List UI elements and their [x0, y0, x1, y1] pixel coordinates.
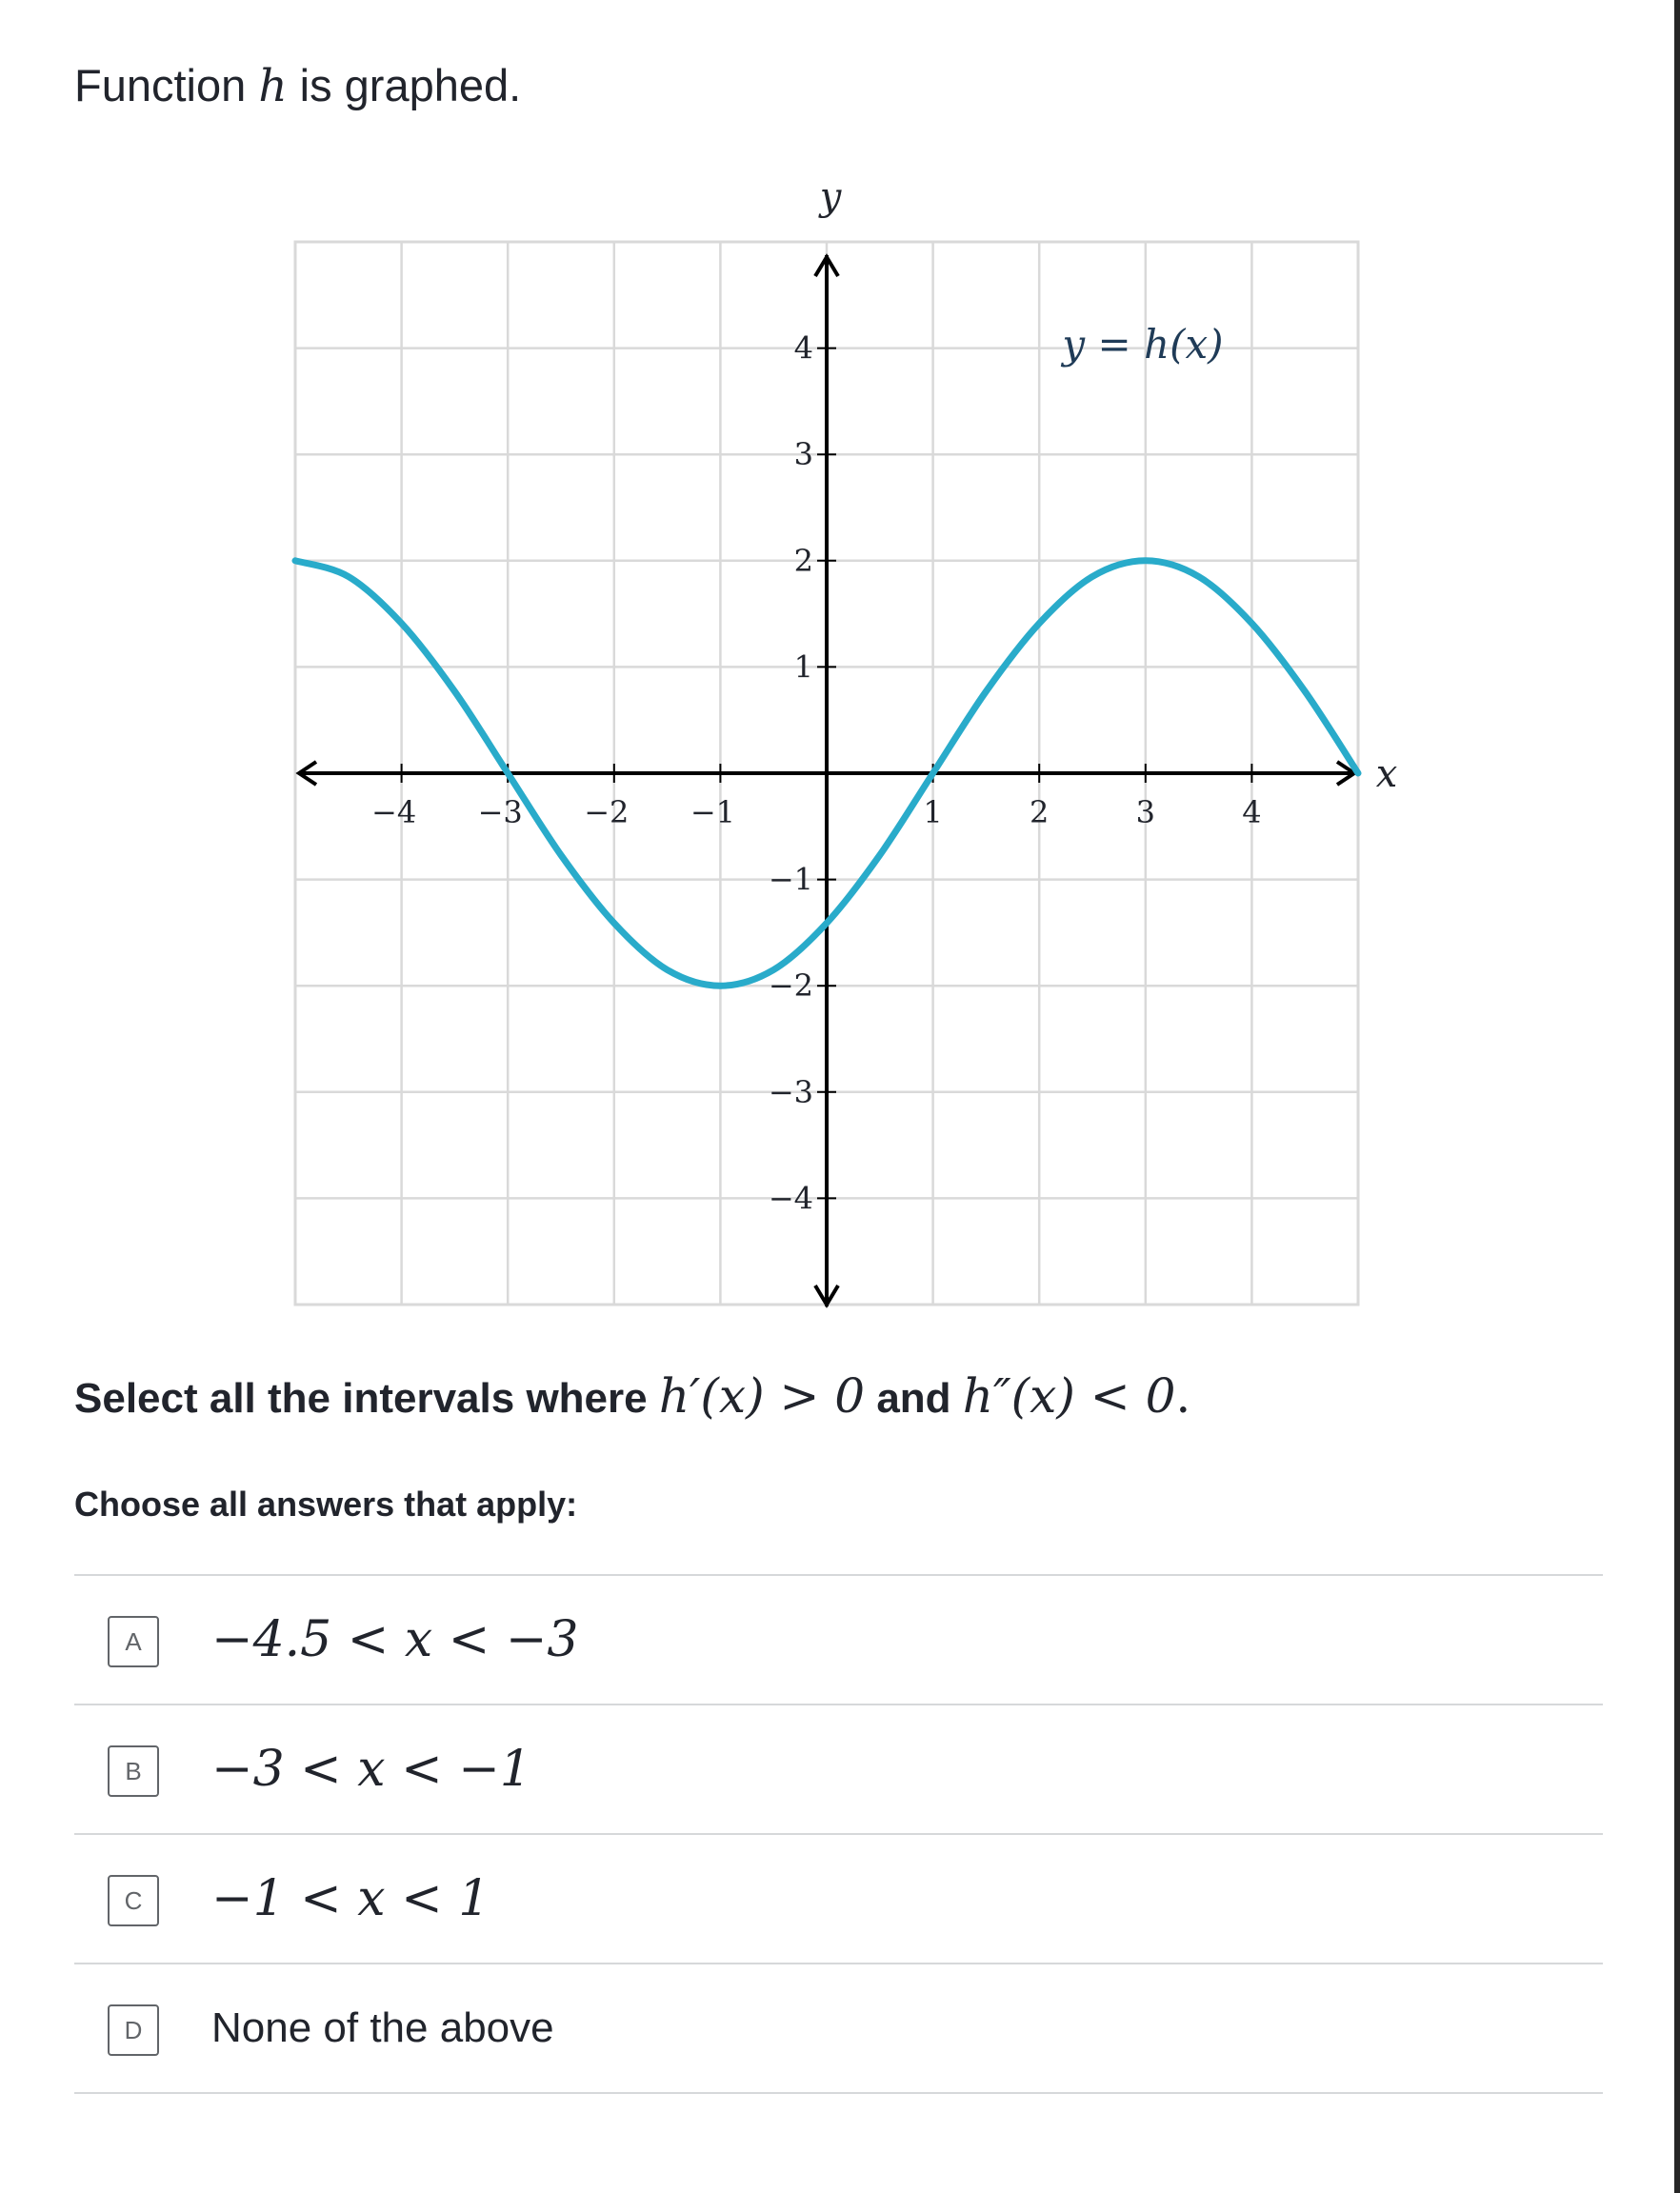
question-conjunction: and [865, 1375, 963, 1422]
y-axis-label: y [819, 175, 842, 219]
first-derivative-condition: h′(x) > 0 [658, 1368, 866, 1424]
prompt-function-variable: h [258, 60, 288, 112]
y-tick-label: 2 [793, 542, 813, 579]
x-tick-label: 1 [923, 794, 943, 830]
y-tick-label: −3 [768, 1073, 813, 1110]
curve-label: y = h(x) [1062, 321, 1224, 368]
x-tick-label: −1 [690, 794, 735, 830]
choice-a-interval: −4.5 < x < −3 [211, 1611, 579, 1668]
x-axis-label: x [1375, 752, 1398, 796]
x-tick-label: −4 [371, 794, 417, 830]
question-text-start: Select all the intervals where [74, 1375, 659, 1422]
question-text [74, 1367, 1190, 1427]
prompt-text-end: is graphed. [287, 60, 522, 110]
answer-instructions: Choose all answers that apply: [74, 1485, 578, 1524]
choice-a[interactable] [74, 1576, 1603, 1705]
choice-c-letter[interactable]: C [108, 1875, 159, 1926]
choice-d[interactable] [74, 1964, 1603, 2094]
choice-b-letter[interactable]: B [108, 1745, 159, 1797]
y-tick-label: −2 [768, 967, 813, 1005]
answer-choices [74, 1574, 1603, 2094]
x-tick-label: −3 [477, 794, 523, 830]
choice-a-letter[interactable]: A [108, 1616, 159, 1667]
question-period: . [1175, 1368, 1191, 1424]
choice-b-interval: −3 < x < −1 [211, 1741, 531, 1798]
y-tick-label: −4 [768, 1180, 813, 1217]
second-derivative-condition: h″(x) < 0 [962, 1368, 1176, 1424]
choice-c-interval: −1 < x < 1 [211, 1870, 490, 1927]
x-tick-label: 2 [1030, 794, 1050, 830]
choice-c[interactable] [74, 1835, 1603, 1964]
y-tick-label: 1 [793, 648, 813, 686]
choice-b[interactable] [74, 1705, 1603, 1835]
x-tick-label: 4 [1242, 794, 1262, 830]
x-tick-label: 3 [1135, 794, 1155, 830]
choice-d-letter[interactable]: D [108, 2004, 159, 2056]
y-tick-label: 4 [793, 329, 813, 367]
y-tick-label: 3 [793, 436, 813, 473]
y-tick-label: −1 [768, 861, 813, 898]
x-tick-label: −2 [584, 794, 630, 830]
choice-d-text: None of the above [211, 2004, 554, 2051]
prompt-text-start: Function [74, 60, 259, 110]
